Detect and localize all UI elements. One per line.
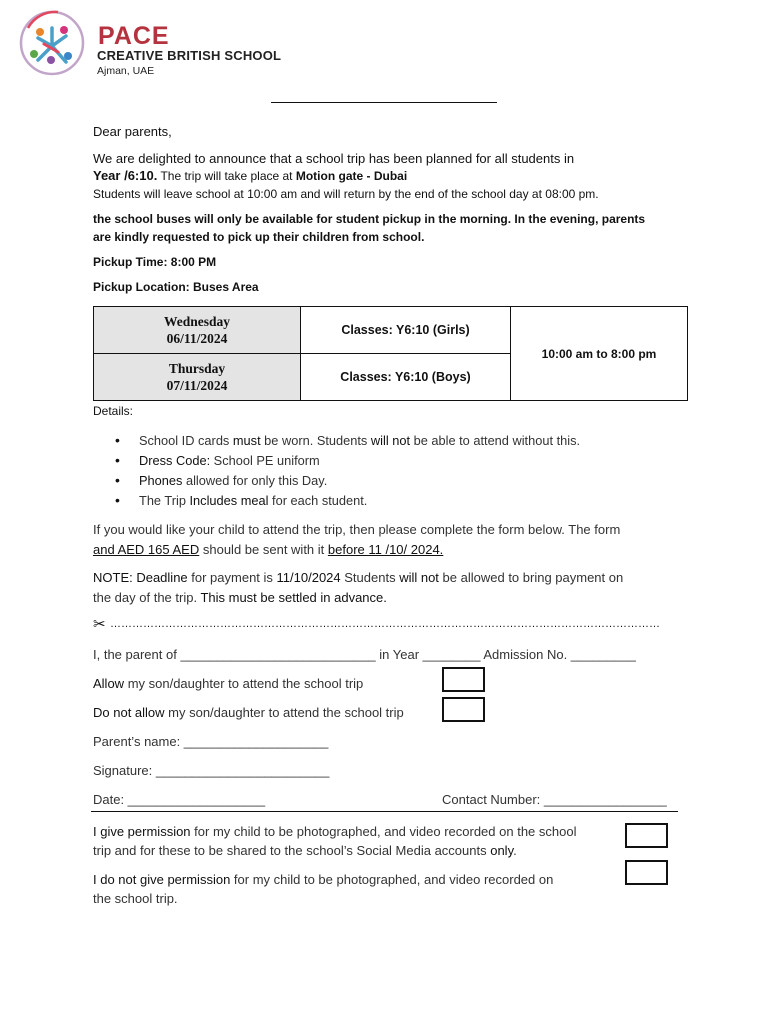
payment-line-2: and AED 165 AED should be sent with it before 11 /10/ 2024. xyxy=(93,542,444,557)
deny-checkbox[interactable] xyxy=(442,697,485,722)
cut-line: …………………………………………………………………………………………………………………………………… xyxy=(110,618,660,630)
day-date: 06/11/2024 xyxy=(166,331,228,346)
school-logo-icon xyxy=(18,8,86,78)
day-date: 07/11/2024 xyxy=(166,378,228,393)
pickup-location: Pickup Location: Buses Area xyxy=(93,280,259,294)
date-field[interactable]: Date: ___________________ xyxy=(93,792,266,807)
details-heading: Details: xyxy=(93,404,134,418)
settled-note: This must be settled in advance. xyxy=(200,590,387,605)
note-line-1: NOTE: Deadline for payment is 11/10/2024 Students will not be allowed to bring payment on xyxy=(93,570,624,585)
intro-text: We are delighted to announce that a school trip has been planned for all students in xyxy=(93,151,575,166)
parent-of-field[interactable]: I, the parent of ___________________________ in Year ________ Admission No. _________ xyxy=(93,647,636,662)
deny-permission-checkbox[interactable] xyxy=(625,860,668,885)
greeting: Dear parents, xyxy=(93,124,172,139)
year-group: Year /6:10. xyxy=(93,168,158,183)
list-item: • School ID cards must be worn. Students will not be able to attend without this. xyxy=(113,432,580,452)
signature-field[interactable]: Signature: ________________________ xyxy=(93,763,330,778)
table-row xyxy=(94,307,688,354)
day-name: Wednesday xyxy=(163,314,231,329)
pickup-time: Pickup Time: 8:00 PM xyxy=(93,255,217,269)
give-permission-line-1: I give permission for my child to be photographed, and video recorded on the school xyxy=(93,824,577,839)
schedule-text: Students will leave school at 10:00 am and will return by the end of the school day at 08:00 pm. xyxy=(93,187,599,201)
day-name: Thursday xyxy=(168,361,226,376)
payment-line-1: If you would like your child to attend the trip, then please complete the form below. The form xyxy=(93,522,621,537)
deny-permission-line-2: the school trip. xyxy=(93,891,178,906)
list-item: • Dress Code: School PE uniform xyxy=(113,452,580,472)
schedule-table xyxy=(93,306,688,401)
note-line-2: the day of the trip. This must be settled in advance. xyxy=(93,590,387,605)
venue-pre: The trip will take place at xyxy=(157,169,296,183)
time-cell: 10:00 am to 8:00 pm xyxy=(511,307,688,401)
parent-name-field[interactable]: Parent’s name: ____________________ xyxy=(93,734,329,749)
allow-label: Allow my son/daughter to attend the school trip xyxy=(93,676,364,691)
scissors-icon: ✂ xyxy=(93,616,106,633)
day-cell xyxy=(94,354,301,401)
list-item: • The Trip Includes meal for each student. xyxy=(113,492,580,512)
bus-note-1: the school buses will only be available for student pickup in the morning. In the evening, parents xyxy=(93,212,646,226)
list-item: • Phones allowed for only this Day. xyxy=(113,472,580,492)
day-cell xyxy=(94,307,301,354)
contact-number-field[interactable]: Contact Number: _________________ xyxy=(442,792,667,807)
payment-amount: and AED 165 AED xyxy=(93,542,200,557)
school-name: PACE xyxy=(98,22,170,50)
trip-venue-line xyxy=(93,168,407,183)
school-subtitle: CREATIVE BRITISH SCHOOL xyxy=(97,48,282,63)
deny-permission-line-1: I do not give permission for my child to be photographed, and video recorded on xyxy=(93,872,554,887)
deny-label: Do not allow my son/daughter to attend the school trip xyxy=(93,705,404,720)
title-underline xyxy=(271,102,497,103)
classes-cell: Classes: Y6:10 (Boys) xyxy=(301,354,511,401)
details-list xyxy=(113,432,580,512)
give-permission-line-2: trip and for these to be shared to the school’s Social Media accounts only. xyxy=(93,843,517,858)
bus-note-2: are kindly requested to pick up their children from school. xyxy=(93,230,425,244)
allow-checkbox[interactable] xyxy=(442,667,485,692)
school-location: Ajman, UAE xyxy=(97,65,155,77)
payment-deadline: before 11 /10/ 2024. xyxy=(327,542,444,557)
give-permission-checkbox[interactable] xyxy=(625,823,668,848)
venue: Motion gate - Dubai xyxy=(295,169,408,183)
classes-cell: Classes: Y6:10 (Girls) xyxy=(301,307,511,354)
section-divider xyxy=(91,811,678,812)
